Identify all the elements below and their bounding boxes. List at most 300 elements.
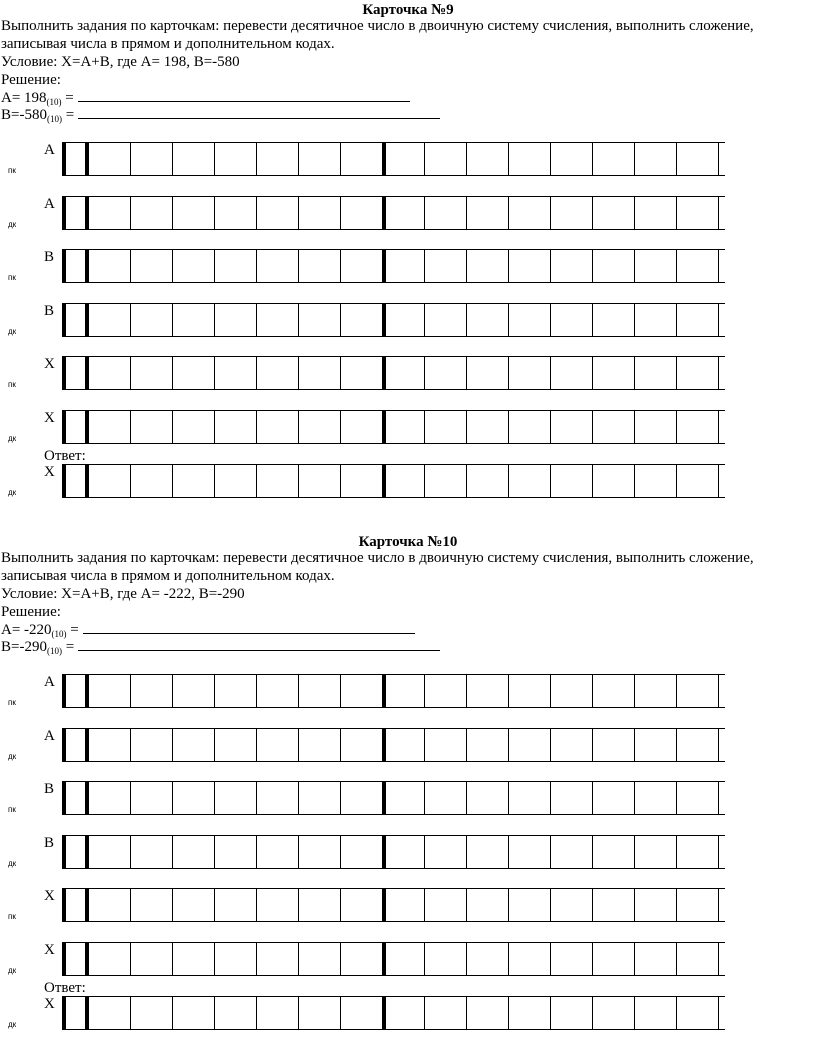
bit-cell[interactable] [467,143,509,175]
bit-cell[interactable] [509,836,551,868]
bit-cell[interactable] [425,411,467,443]
bit-cell[interactable] [299,304,341,336]
bit-cell[interactable] [551,143,593,175]
bit-cell[interactable] [383,250,425,282]
sign-bit-cell[interactable] [62,197,89,229]
bit-cell[interactable] [257,675,299,707]
bit-grid [62,464,725,498]
bit-cell[interactable] [425,143,467,175]
bit-cell[interactable] [425,250,467,282]
bit-cell[interactable] [425,729,467,761]
bit-cell[interactable] [131,197,173,229]
bit-cell[interactable] [257,836,299,868]
row-code-type: дк [8,752,17,761]
bit-grid [62,781,725,815]
task-text-line-2: записывая числа в прямом и дополнительном кодах. [1,568,335,584]
bit-cell[interactable] [299,943,341,975]
bit-cell[interactable] [593,250,635,282]
bit-cell[interactable] [593,997,635,1029]
bit-cell[interactable] [677,143,719,175]
bit-cell[interactable] [551,836,593,868]
bit-cell[interactable] [257,997,299,1029]
bit-row [0,888,816,938]
bit-cell[interactable] [173,836,215,868]
a-equals: = [66,622,83,638]
bit-cell[interactable] [635,836,677,868]
bit-cell[interactable] [635,357,677,389]
bit-cell[interactable] [509,782,551,814]
task-text-line-1: Выполнить задания по карточкам: перевести десятичное число в двоичную систему счисления, выполнить сложение, [1,18,754,34]
bit-cell[interactable] [173,943,215,975]
bit-row [0,249,816,299]
bit-cell[interactable] [509,411,551,443]
bit-cell[interactable] [341,782,383,814]
a-answer-blank[interactable] [83,621,415,634]
bit-row [0,196,816,246]
bit-cell[interactable] [299,889,341,921]
bit-cell[interactable] [677,782,719,814]
bit-cell[interactable] [509,250,551,282]
sign-bit-cell[interactable] [62,782,89,814]
bit-cell[interactable] [299,143,341,175]
bit-cell[interactable] [89,675,131,707]
bit-cell[interactable] [341,197,383,229]
row-letter: B [44,781,55,797]
bit-cell[interactable] [341,997,383,1029]
bit-cell[interactable] [341,465,383,497]
row-letter: X [44,942,55,958]
bit-cell[interactable] [89,836,131,868]
bit-cell[interactable] [341,304,383,336]
sign-bit-cell[interactable] [62,357,89,389]
bit-cell[interactable] [89,143,131,175]
bit-cell[interactable] [299,250,341,282]
bit-cell[interactable] [215,675,257,707]
a-equals: = [61,90,78,106]
row-code-type: пк [8,698,16,707]
bit-grid [62,728,725,762]
bit-cell[interactable] [173,250,215,282]
bit-cell[interactable] [89,197,131,229]
bit-cell[interactable] [215,357,257,389]
bit-cell[interactable] [257,304,299,336]
bit-cell[interactable] [467,197,509,229]
bit-cell[interactable] [215,465,257,497]
bit-cell[interactable] [215,304,257,336]
bit-cell[interactable] [509,197,551,229]
bit-cell[interactable] [551,250,593,282]
bit-cell[interactable] [341,357,383,389]
sign-bit-cell[interactable] [62,889,89,921]
bit-cell[interactable] [425,465,467,497]
bit-cell[interactable] [299,675,341,707]
bit-cell[interactable] [173,411,215,443]
row-letter: X [44,410,55,426]
bit-cell[interactable] [593,411,635,443]
solution-label: Решение: [1,72,61,88]
bit-cell[interactable] [131,357,173,389]
bit-cell[interactable] [215,197,257,229]
a-prefix: А= 198 [1,90,47,106]
bit-cell[interactable] [425,836,467,868]
bit-cell[interactable] [173,782,215,814]
bit-cell[interactable] [383,729,425,761]
bit-cell[interactable] [257,197,299,229]
bit-cell[interactable] [635,997,677,1029]
bit-cell[interactable] [635,729,677,761]
bit-cell[interactable] [89,304,131,336]
bit-row [0,942,816,992]
bit-cell[interactable] [173,997,215,1029]
bit-cell[interactable] [635,250,677,282]
answer-label: Ответ: [44,448,86,464]
task-text-line-1: Выполнить задания по карточкам: перевести десятичное число в двоичную систему счисления, выполнить сложение, [1,550,754,566]
bit-cell[interactable] [383,197,425,229]
bit-cell[interactable] [341,729,383,761]
bit-cell[interactable] [89,465,131,497]
bit-cell[interactable] [131,411,173,443]
bit-cell[interactable] [341,143,383,175]
bit-cell[interactable] [467,782,509,814]
row-code-type: дк [8,327,17,336]
bit-cell[interactable] [467,357,509,389]
sign-bit-cell[interactable] [62,943,89,975]
bit-cell[interactable] [593,465,635,497]
bit-cell[interactable] [593,357,635,389]
row-code-type: пк [8,166,16,175]
bit-cell[interactable] [635,143,677,175]
bit-cell[interactable] [383,836,425,868]
bit-cell[interactable] [215,943,257,975]
bit-grid [62,835,725,869]
bit-cell[interactable] [173,197,215,229]
row-letter: B [44,835,55,851]
bit-cell[interactable] [467,304,509,336]
bit-cell[interactable] [425,997,467,1029]
bit-cell[interactable] [383,411,425,443]
bit-cell[interactable] [383,357,425,389]
bit-cell[interactable] [677,997,719,1029]
bit-cell[interactable] [677,197,719,229]
bit-cell[interactable] [551,675,593,707]
solution-label: Решение: [1,604,61,620]
bit-cell[interactable] [593,143,635,175]
bit-cell[interactable] [89,997,131,1029]
bit-cell[interactable] [215,836,257,868]
bit-cell[interactable] [341,836,383,868]
bit-cell[interactable] [677,889,719,921]
row-letter: A [44,142,55,158]
bit-row [0,996,816,1046]
bit-cell[interactable] [509,675,551,707]
bit-cell[interactable] [257,729,299,761]
bit-cell[interactable] [131,465,173,497]
bit-cell[interactable] [551,304,593,336]
bit-cell[interactable] [341,943,383,975]
bit-cell[interactable] [677,250,719,282]
bit-cell[interactable] [551,997,593,1029]
bit-cell[interactable] [257,943,299,975]
b-answer-blank[interactable] [78,106,440,119]
bit-cell[interactable] [677,943,719,975]
bit-cell[interactable] [593,197,635,229]
bit-cell[interactable] [467,836,509,868]
bit-cell[interactable] [257,889,299,921]
bit-cell[interactable] [551,411,593,443]
bit-grid [62,356,725,390]
bit-cell[interactable] [173,675,215,707]
bit-cell[interactable] [467,889,509,921]
bit-cell[interactable] [257,411,299,443]
bit-cell[interactable] [89,357,131,389]
bit-cell[interactable] [299,782,341,814]
bit-cell[interactable] [257,465,299,497]
bit-cell[interactable] [593,889,635,921]
bit-cell[interactable] [215,143,257,175]
bit-cell[interactable] [635,675,677,707]
bit-cell[interactable] [341,250,383,282]
card-title: Карточка №10 [358,534,458,550]
a-answer-blank[interactable] [78,89,410,102]
bit-cell[interactable] [131,836,173,868]
b-base-subscript: (10) [46,114,62,124]
bit-row [0,303,816,353]
row-code-type: дк [8,488,17,497]
bit-cell[interactable] [551,357,593,389]
bit-cell[interactable] [341,889,383,921]
bit-cell[interactable] [299,197,341,229]
bit-cell[interactable] [551,943,593,975]
bit-cell[interactable] [509,889,551,921]
bit-cell[interactable] [425,357,467,389]
bit-cell[interactable] [551,889,593,921]
bit-row [0,142,816,192]
a-conversion-line [1,89,410,107]
bit-cell[interactable] [131,675,173,707]
bit-cell[interactable] [89,889,131,921]
bit-cell[interactable] [131,943,173,975]
condition-text: Условие: X=A+B, где А= 198, B=-580 [1,54,240,70]
bit-cell[interactable] [467,465,509,497]
bit-cell[interactable] [467,411,509,443]
row-letter: A [44,196,55,212]
bit-cell[interactable] [383,889,425,921]
bit-cell[interactable] [89,782,131,814]
bit-cell[interactable] [383,943,425,975]
bit-cell[interactable] [677,465,719,497]
sign-bit-cell[interactable] [62,250,89,282]
bit-cell[interactable] [173,729,215,761]
a-prefix: А= -220 [1,622,52,638]
bit-grid [62,142,725,176]
row-code-type: пк [8,805,16,814]
bit-cell[interactable] [467,997,509,1029]
sign-bit-cell[interactable] [62,997,89,1029]
row-letter: X [44,888,55,904]
bit-cell[interactable] [173,357,215,389]
bit-cell[interactable] [257,357,299,389]
bit-cell[interactable] [257,782,299,814]
bit-cell[interactable] [131,143,173,175]
bit-grid [62,303,725,337]
sign-bit-cell[interactable] [62,143,89,175]
bit-cell[interactable] [383,997,425,1029]
bit-cell[interactable] [299,729,341,761]
bit-cell[interactable] [131,250,173,282]
bit-cell[interactable] [509,943,551,975]
bit-cell[interactable] [341,675,383,707]
bit-cell[interactable] [299,357,341,389]
row-code-type: дк [8,859,17,868]
bit-row [0,410,816,460]
bit-cell[interactable] [215,729,257,761]
bit-cell[interactable] [215,997,257,1029]
bit-cell[interactable] [467,943,509,975]
bit-cell[interactable] [677,729,719,761]
bit-cell[interactable] [467,729,509,761]
bit-cell[interactable] [89,943,131,975]
bit-cell[interactable] [509,304,551,336]
bit-cell[interactable] [215,782,257,814]
bit-cell[interactable] [509,729,551,761]
bit-cell[interactable] [593,729,635,761]
bit-cell[interactable] [299,465,341,497]
sign-bit-cell[interactable] [62,729,89,761]
row-code-type: дк [8,966,17,975]
bit-grid [62,196,725,230]
row-letter: A [44,728,55,744]
bit-cell[interactable] [173,465,215,497]
sign-bit-cell[interactable] [62,304,89,336]
bit-cell[interactable] [551,782,593,814]
bit-cell[interactable] [89,411,131,443]
bit-cell[interactable] [509,465,551,497]
row-code-type: пк [8,912,16,921]
bit-cell[interactable] [677,304,719,336]
row-letter: B [44,303,55,319]
bit-cell[interactable] [635,943,677,975]
bit-cell[interactable] [173,889,215,921]
bit-cell[interactable] [425,889,467,921]
bit-cell[interactable] [467,675,509,707]
sign-bit-cell[interactable] [62,675,89,707]
bit-cell[interactable] [215,250,257,282]
bit-cell[interactable] [383,465,425,497]
bit-row [0,728,816,778]
bit-row [0,835,816,885]
b-prefix: B=-290 [1,639,47,655]
bit-cell[interactable] [299,997,341,1029]
bit-cell[interactable] [131,729,173,761]
bit-cell[interactable] [425,782,467,814]
card-title: Карточка №9 [362,2,454,18]
bit-cell[interactable] [509,357,551,389]
bit-cell[interactable] [425,943,467,975]
row-letter: X [44,356,55,372]
a-conversion-line [1,621,415,639]
bit-cell[interactable] [257,143,299,175]
bit-cell[interactable] [383,143,425,175]
bit-cell[interactable] [425,197,467,229]
b-conversion-line [1,106,440,124]
bit-cell[interactable] [677,675,719,707]
bit-grid [62,410,725,444]
bit-grid [62,996,725,1030]
b-conversion-line [1,638,440,656]
b-prefix: B=-580 [1,107,47,123]
bit-cell[interactable] [131,889,173,921]
bit-cell[interactable] [551,465,593,497]
bit-cell[interactable] [299,836,341,868]
bit-cell[interactable] [509,143,551,175]
bit-grid [62,942,725,976]
bit-cell[interactable] [593,782,635,814]
bit-cell[interactable] [677,836,719,868]
bit-cell[interactable] [215,889,257,921]
bit-row [0,781,816,831]
bit-cell[interactable] [383,675,425,707]
bit-cell[interactable] [425,675,467,707]
bit-cell[interactable] [89,250,131,282]
bit-cell[interactable] [635,197,677,229]
answer-label: Ответ: [44,980,86,996]
bit-cell[interactable] [593,836,635,868]
bit-cell[interactable] [131,304,173,336]
bit-cell[interactable] [677,357,719,389]
row-letter: A [44,674,55,690]
bit-cell[interactable] [425,304,467,336]
bit-cell[interactable] [341,411,383,443]
bit-cell[interactable] [551,197,593,229]
bit-cell[interactable] [551,729,593,761]
row-code-type: дк [8,434,17,443]
bit-cell[interactable] [173,304,215,336]
sign-bit-cell[interactable] [62,465,89,497]
bit-cell[interactable] [635,465,677,497]
task-text-line-2: записывая числа в прямом и дополнительном кодах. [1,36,335,52]
bit-cell[interactable] [593,943,635,975]
bit-cell[interactable] [215,411,257,443]
sign-bit-cell[interactable] [62,836,89,868]
bit-cell[interactable] [509,997,551,1029]
row-code-type: пк [8,380,16,389]
bit-cell[interactable] [131,782,173,814]
bit-cell[interactable] [635,411,677,443]
bit-cell[interactable] [299,411,341,443]
bit-cell[interactable] [383,304,425,336]
a-base-subscript: (10) [46,97,62,107]
b-answer-blank[interactable] [78,638,440,651]
bit-cell[interactable] [593,304,635,336]
bit-grid [62,249,725,283]
bit-cell[interactable] [635,782,677,814]
bit-cell[interactable] [257,250,299,282]
bit-grid [62,674,725,708]
bit-cell[interactable] [593,675,635,707]
bit-row [0,356,816,406]
bit-cell[interactable] [383,782,425,814]
bit-cell[interactable] [635,304,677,336]
bit-cell[interactable] [467,250,509,282]
bit-cell[interactable] [635,889,677,921]
a-base-subscript: (10) [51,629,67,639]
b-equals: = [61,107,78,123]
bit-cell[interactable] [173,143,215,175]
sign-bit-cell[interactable] [62,411,89,443]
bit-cell[interactable] [131,997,173,1029]
bit-cell[interactable] [677,411,719,443]
bit-cell[interactable] [89,729,131,761]
